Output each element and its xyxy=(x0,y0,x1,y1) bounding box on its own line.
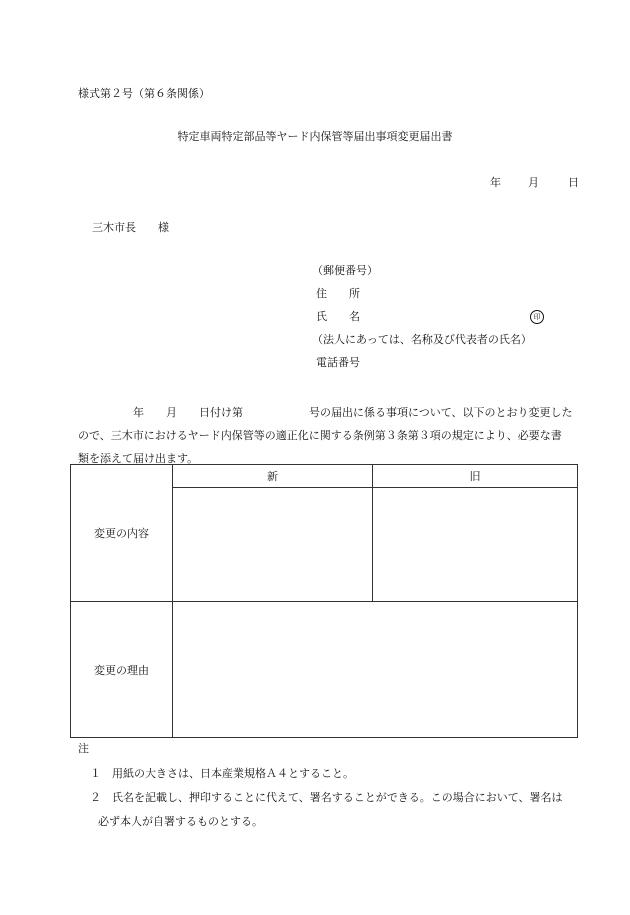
column-header-new: 新 xyxy=(173,465,373,488)
applicant-block xyxy=(312,264,541,379)
old-content-cell[interactable] xyxy=(373,488,578,602)
new-content-cell[interactable] xyxy=(173,488,373,602)
column-header-old: 旧 xyxy=(373,465,578,488)
row-label-content: 変更の内容 xyxy=(71,465,173,602)
row-label-reason: 変更の理由 xyxy=(71,602,173,738)
date-month: 月 xyxy=(528,176,539,189)
name-label: 氏 名 xyxy=(316,310,360,323)
body-text xyxy=(78,401,576,470)
notes-heading: 注 xyxy=(78,742,89,755)
reason-cell[interactable] xyxy=(173,602,578,738)
addressee: 三木市長 様 xyxy=(92,221,169,234)
address-label: 住 所 xyxy=(316,287,360,300)
note-item-2-continuation: 必ず本人が自署するものとする。 xyxy=(98,815,263,828)
form-number: 様式第２号（第６条関係） xyxy=(78,87,210,100)
postal-code-label: （郵便番号） xyxy=(312,264,378,277)
date-line xyxy=(490,176,579,190)
document-title: 特定車両特定部品等ヤード内保管等届出事項変更届出書 xyxy=(177,130,453,143)
body-line: 類を添えて届け出ます。 xyxy=(78,452,199,465)
body-line: ので、三木市におけるヤード内保管等の適正化に関する条例第３条第３項の規定により、必要な書 xyxy=(78,429,562,442)
note-item-1: １ 用紙の大きさは、日本産業規格Ａ４とすること。 xyxy=(90,767,354,780)
corporation-note: （法人にあっては、名称及び代表者の氏名） xyxy=(312,333,532,346)
note-item-2: ２ 氏名を記載し、押印することに代えて、署名することができる。この場合において、署名は xyxy=(90,791,563,804)
change-table xyxy=(70,464,578,738)
name-row xyxy=(312,310,541,333)
date-day: 日 xyxy=(568,176,579,189)
phone-label: 電話番号 xyxy=(316,356,360,369)
date-year: 年 xyxy=(490,176,501,189)
seal-mark: 印 xyxy=(530,310,544,324)
notes xyxy=(78,742,563,834)
body-line: 年 月 日付け第 号の届出に係る事項について、以下のとおり変更した xyxy=(78,406,573,419)
